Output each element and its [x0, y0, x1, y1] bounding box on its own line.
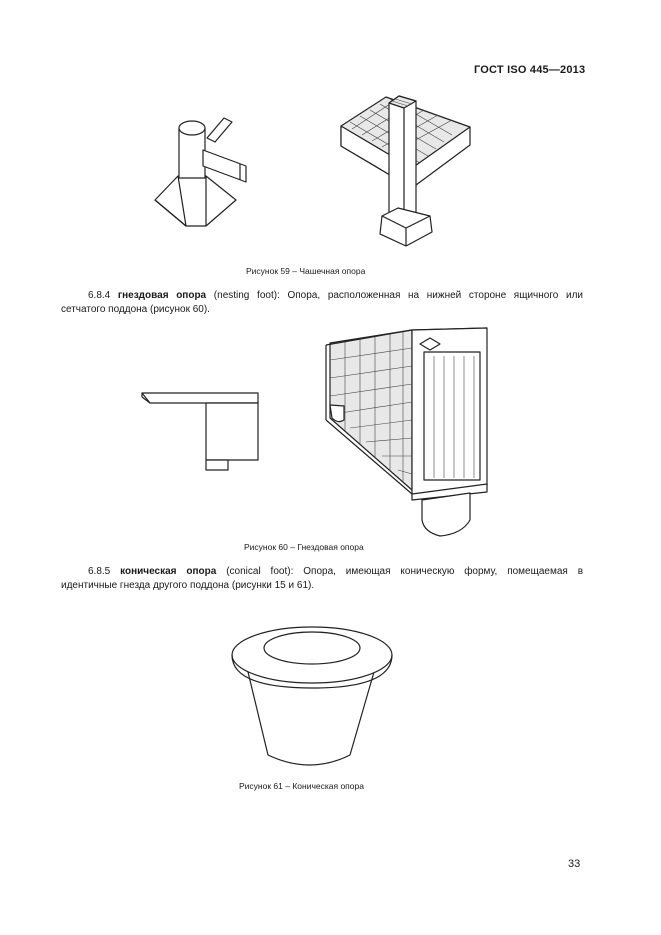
figure-61-caption: Рисунок 61 – Коническая опора: [239, 781, 364, 791]
page-number: 33: [568, 858, 581, 870]
cup-foot-post: [179, 128, 205, 178]
term-english: (conical foot):: [226, 566, 294, 577]
box-pallet-left-foot: [330, 405, 344, 422]
pallet-corner-post: [389, 96, 416, 224]
section-6-8-4-line1: [88, 289, 583, 303]
term-conical-foot: коническая опора: [120, 566, 217, 577]
pallet-top-deck: [341, 97, 470, 188]
box-pallet-mesh-wall: [330, 330, 412, 490]
figure-59-caption: Рисунок 59 – Чашечная опора: [246, 266, 366, 276]
cup-foot-arm: [203, 150, 246, 182]
nesting-foot-block: [206, 403, 258, 460]
section-6-8-4: [61, 289, 583, 317]
section-6-8-5-line1: [88, 565, 583, 579]
section-number: 6.8.4: [88, 290, 111, 301]
section-6-8-4-line2: сетчатого поддона (рисунок 60).: [61, 304, 210, 315]
term-english: (nesting foot):: [213, 290, 280, 301]
conical-foot-body: [248, 672, 374, 765]
nesting-foot-plank: [142, 393, 258, 403]
section-6-8-5: [61, 565, 584, 593]
definition-text: Опора, расположенная на нижней стороне ящичного или: [279, 290, 583, 301]
box-pallet-nesting-foot: [422, 493, 470, 536]
pallet-cup-foot: [380, 208, 432, 246]
box-pallet-door: [424, 352, 480, 480]
conical-foot-opening: [264, 632, 360, 664]
section-6-8-5-line2: идентичные гнезда другого поддона (рисунки 15 и 61).: [61, 580, 315, 591]
box-pallet-door-panel: [412, 328, 487, 496]
figure-60-caption: Рисунок 60 – Гнездовая опора: [244, 542, 364, 552]
definition-text: Опора, имеющая коническую форму, помещаемая в: [303, 566, 584, 577]
section-number: 6.8.5: [88, 566, 111, 577]
cup-foot-base: [155, 176, 236, 226]
document-code: ГОСТ ISO 445—2013: [474, 64, 586, 76]
term-nesting-foot: гнездовая опора: [117, 290, 207, 301]
conical-foot-rim: [232, 627, 392, 683]
